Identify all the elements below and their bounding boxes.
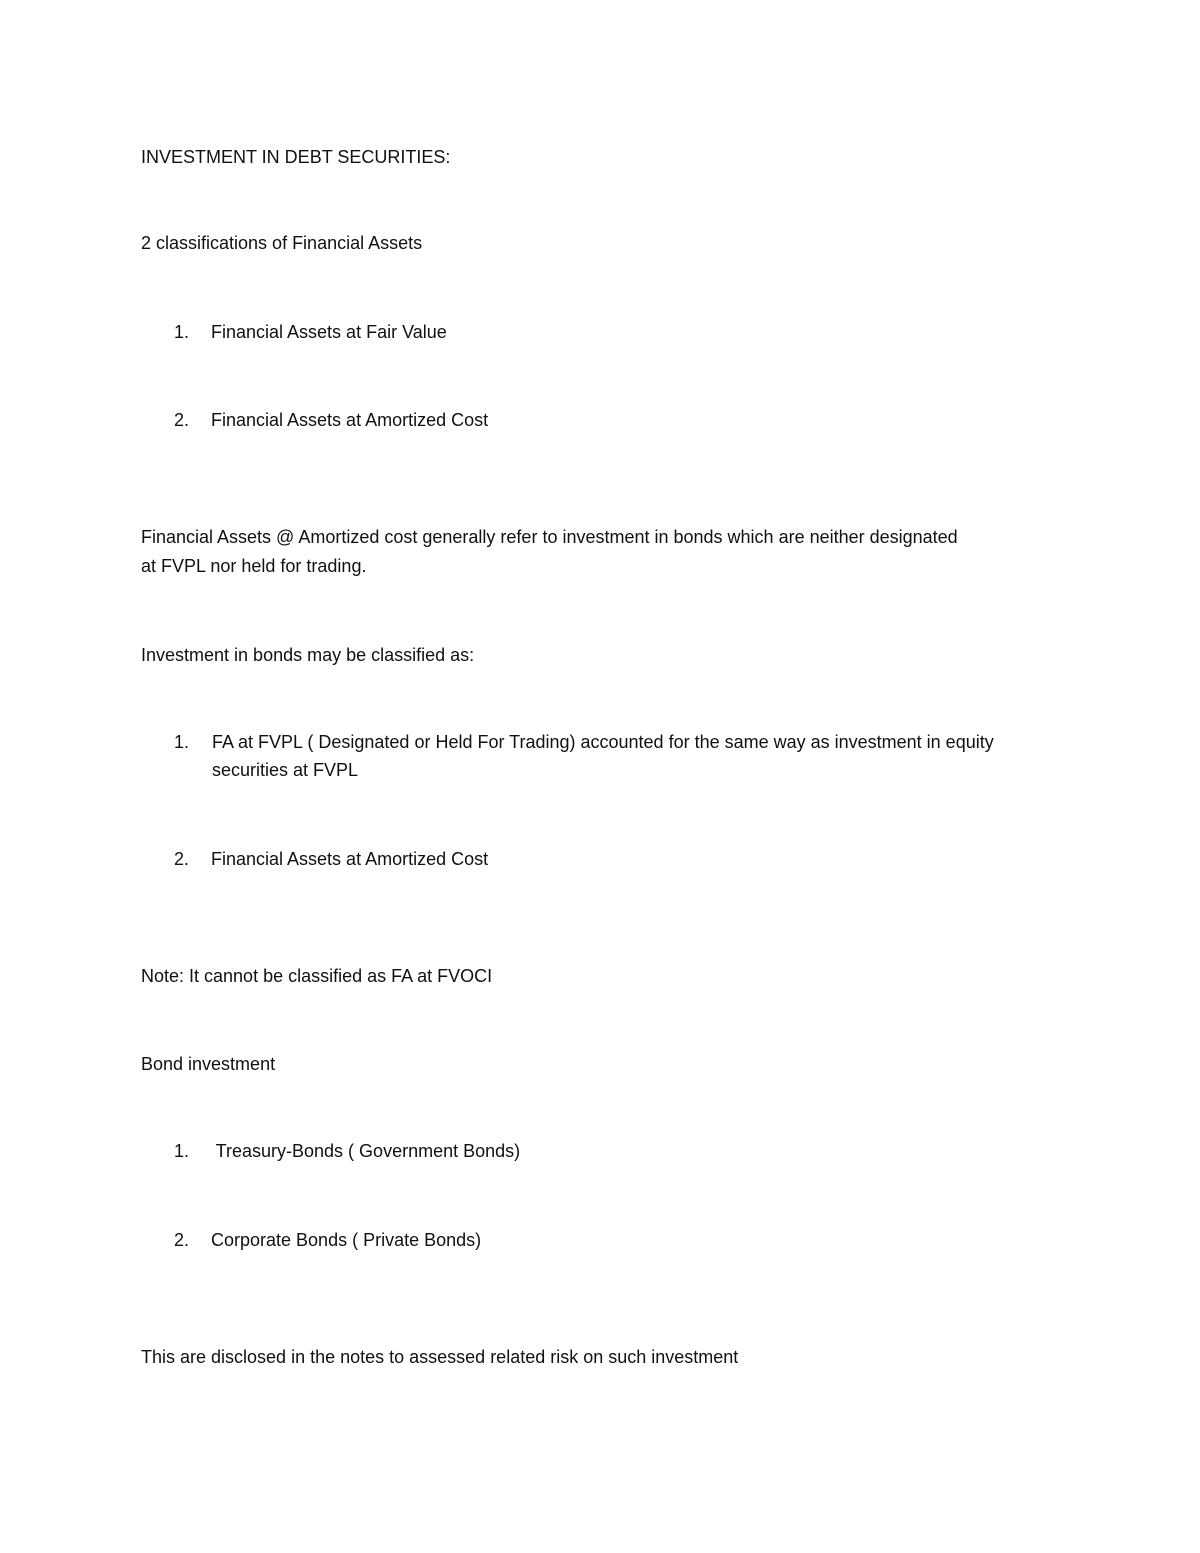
list-number: 2. — [174, 849, 190, 869]
list-item-text: Corporate Bonds ( Private Bonds) — [211, 1230, 482, 1250]
list-item — [174, 728, 1074, 784]
list-item — [174, 1226, 1074, 1254]
bonds-classification-heading: Investment in bonds may be classified as: — [141, 645, 475, 665]
list-item-text: Financial Assets at Amortized Cost — [211, 410, 489, 430]
list-number: 2. — [174, 410, 190, 430]
list-item — [174, 845, 1074, 873]
classifications-heading: 2 classifications of Financial Assets — [141, 233, 423, 253]
amortized-paragraph-line-1: Financial Assets @ Amortized cost generally refer to investment in bonds which are neither designated — [141, 527, 958, 547]
list-item — [174, 318, 1074, 346]
closing-text: This are disclosed in the notes to assessed related risk on such investment — [141, 1347, 739, 1367]
note-text: Note: It cannot be classified as FA at FVOCI — [141, 966, 493, 986]
bond-investment-heading: Bond investment — [141, 1054, 276, 1074]
list-item-text: Financial Assets at Amortized Cost — [211, 849, 489, 869]
document-title: INVESTMENT IN DEBT SECURITIES: — [141, 147, 451, 167]
list-number: 1. — [174, 322, 190, 342]
list-item-text-line-2: securities at FVPL — [212, 760, 359, 780]
list-number: 1. — [174, 732, 190, 752]
list-item — [174, 1137, 1074, 1165]
amortized-paragraph-line-2: at FVPL nor held for trading. — [141, 556, 367, 576]
list-item-text: Treasury-Bonds ( Government Bonds) — [211, 1141, 521, 1161]
list-number: 2. — [174, 1230, 190, 1250]
list-item-text-line-1: FA at FVPL ( Designated or Held For Trading) accounted for the same way as investment in equity — [212, 732, 994, 752]
list-item-text: Financial Assets at Fair Value — [211, 322, 447, 342]
list-item — [174, 406, 1074, 434]
list-number: 1. — [174, 1141, 190, 1161]
